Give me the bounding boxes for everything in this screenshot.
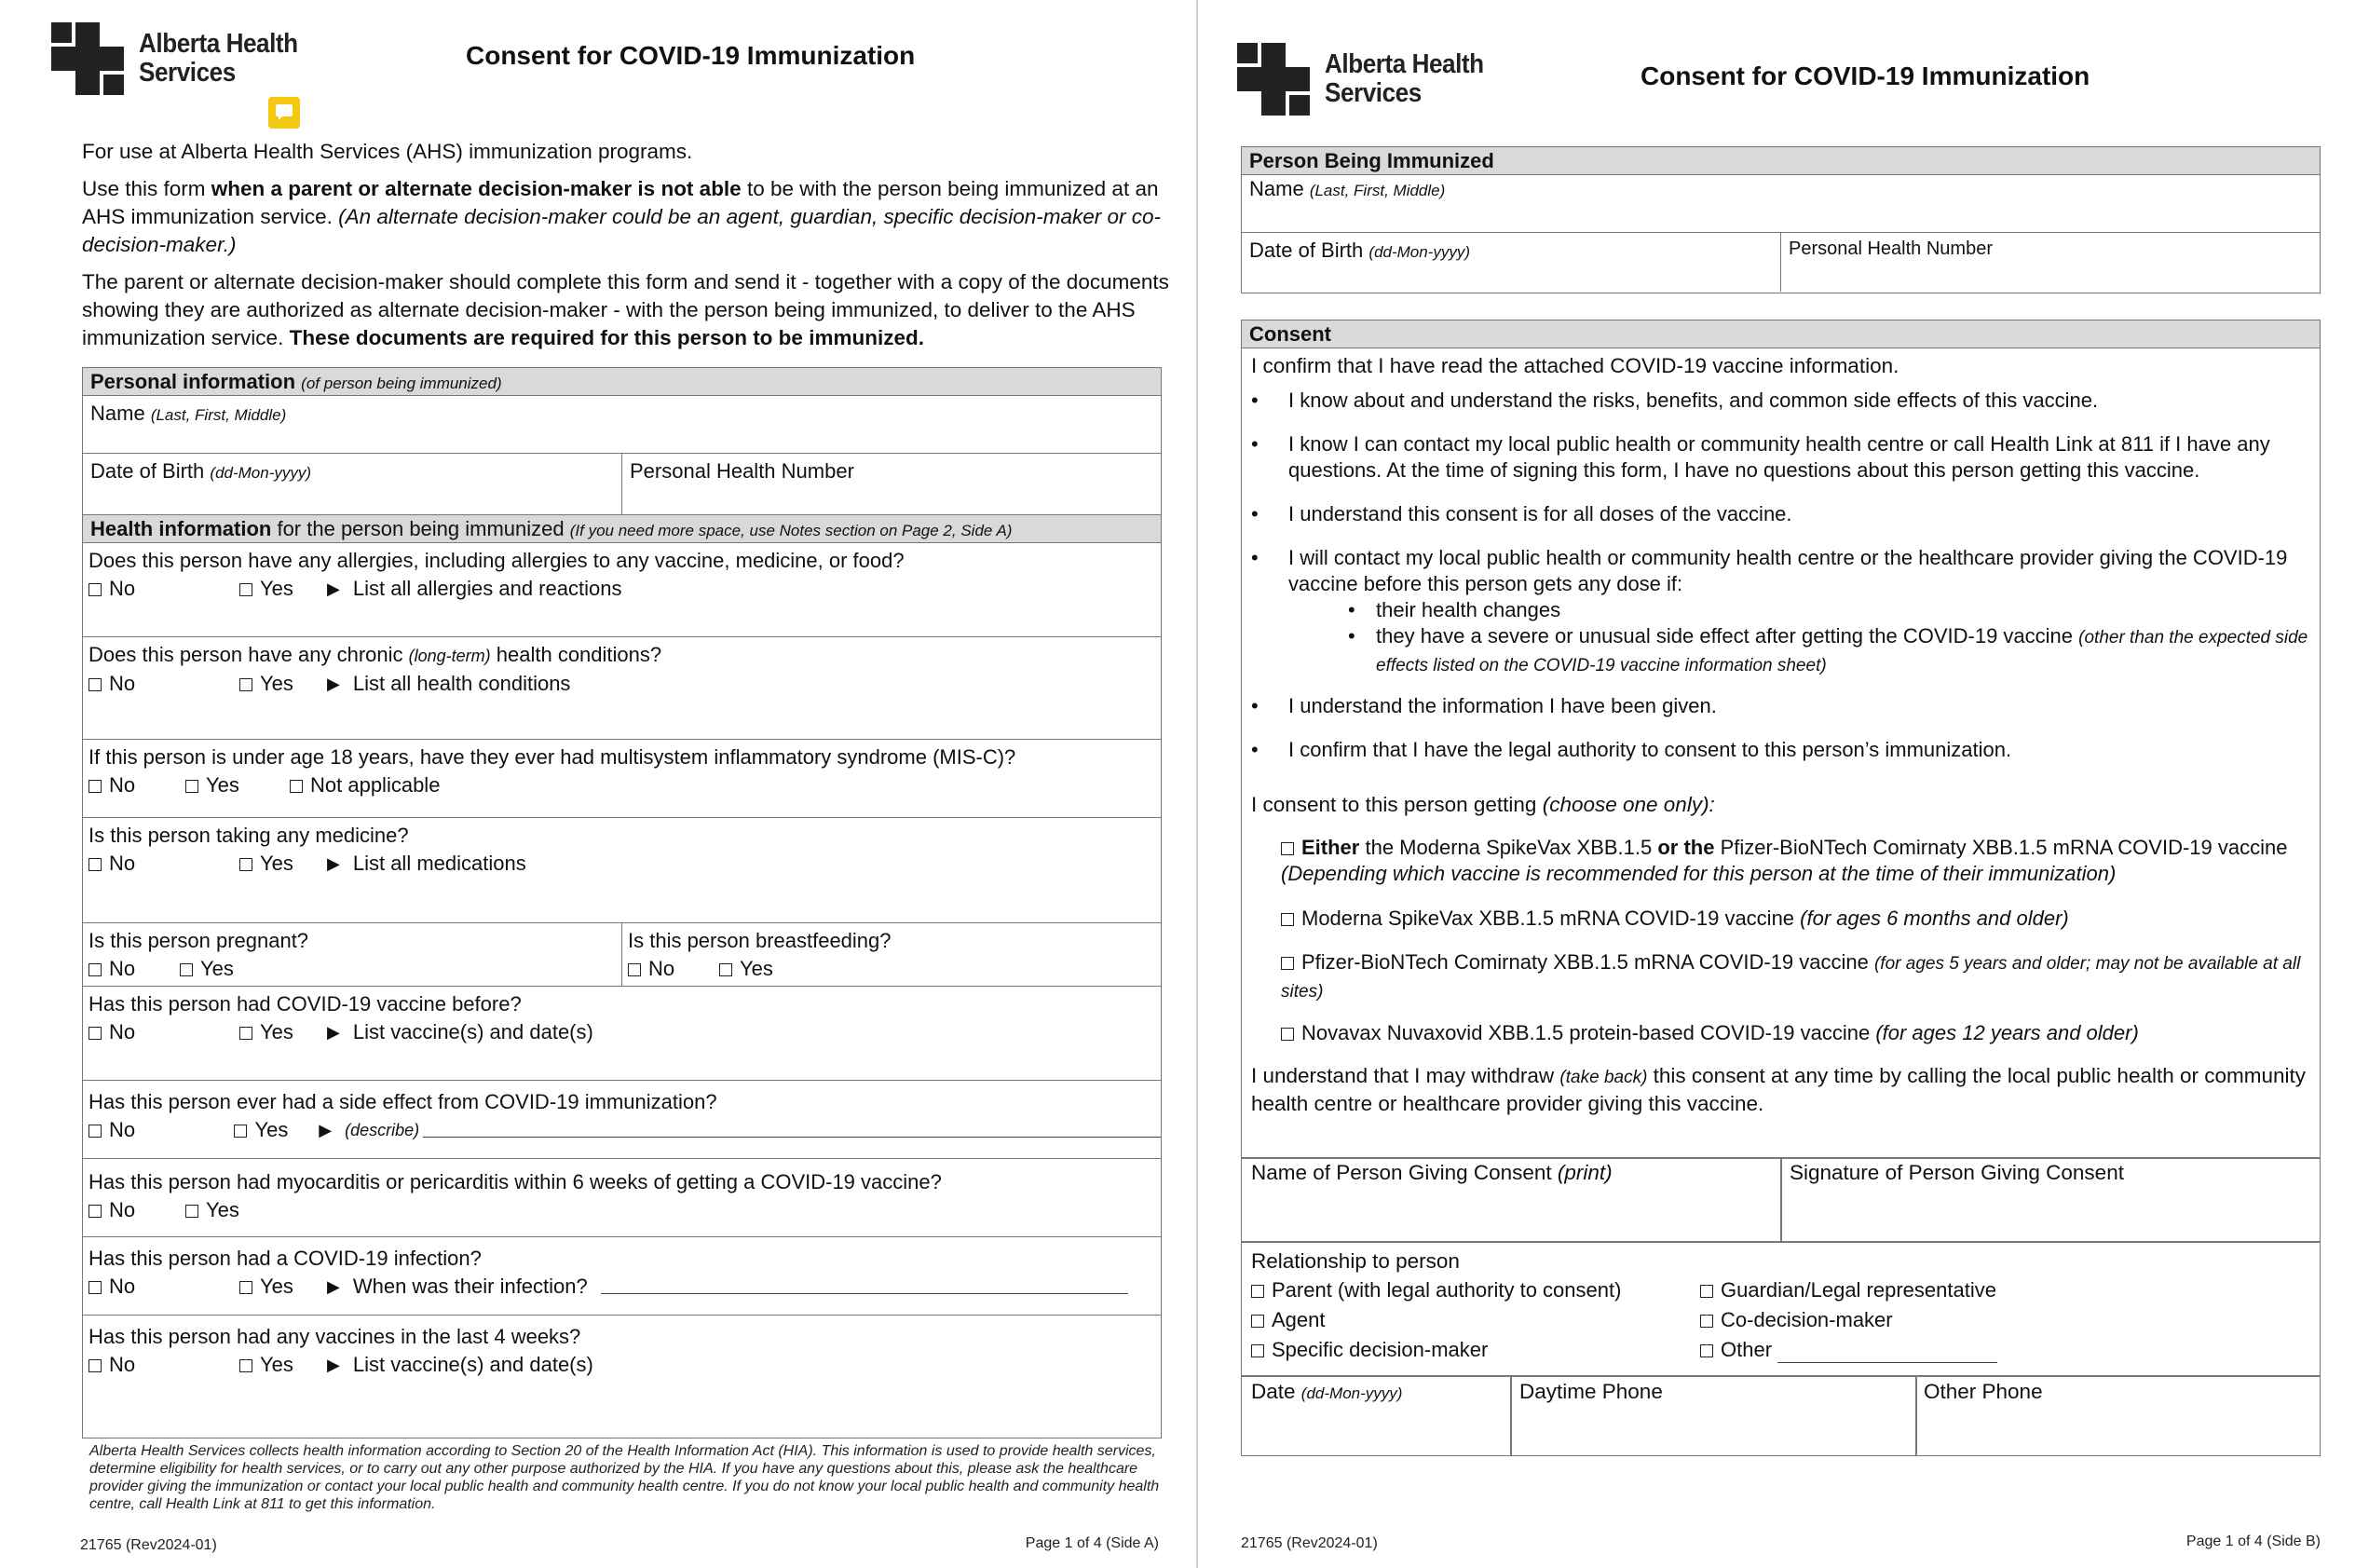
health-info-header: Health information for the person being immunized (If you need more space, use Notes section on Page 2, Side A) xyxy=(83,515,1161,543)
form-number: 21765 (Rev2024-01) xyxy=(1241,1535,1378,1551)
vaccine-option-pfizer[interactable]: Pfizer-BioNTech Comirnaty XBB.1.5 mRNA COVID-19 vaccine (for ages 5 years and older; may not be available at all sites) xyxy=(1281,950,2301,1002)
consent-bullet-6: • I confirm that I have the legal authority to consent to this person’s immunization. xyxy=(1251,738,2012,761)
question-recent-vaccines: Has this person had any vaccines in the last 4 weeks? No Yes ▶ List vaccine(s) and date(s) xyxy=(83,1316,1161,1429)
ahs-logo-text: Alberta Health Services xyxy=(1325,49,1484,108)
arrow-icon: ▶ xyxy=(327,579,340,598)
consent-confirm: I confirm that I have read the attached COVID-19 vaccine information. xyxy=(1251,354,1899,377)
relationship-label: Relationship to person xyxy=(1251,1249,1460,1273)
infection-date-line[interactable] xyxy=(601,1273,1128,1294)
form-title: Consent for COVID-19 Immunization xyxy=(466,41,916,70)
arrow-icon: ▶ xyxy=(327,1356,340,1374)
relationship-guardian-checkbox[interactable]: Guardian/Legal representative xyxy=(1700,1277,1996,1303)
personal-info-header: Personal information (of person being immunized) xyxy=(83,368,1161,396)
pregnant-no-checkbox[interactable]: No xyxy=(88,955,180,983)
myocarditis-yes-checkbox[interactable]: Yes xyxy=(185,1196,239,1224)
consent-bullet-1: • I know about and understand the risks, benefits, and common side effects of this vaccine. xyxy=(1251,389,2099,412)
relationship-codecision-checkbox[interactable]: Co-decision-maker xyxy=(1700,1307,1893,1333)
vaccine-option-either[interactable]: Either the Moderna SpikeVax XBB.1.5 or the Pfizer-BioNTech Comirnaty XBB.1.5 mRNA COVID-19 vaccine (Depending which vaccine is recommended for this person at the time of their immunization) xyxy=(1281,836,2288,885)
consent-choice-intro: I consent to this person getting (choose one only): xyxy=(1251,793,1715,816)
medicine-yes-checkbox[interactable]: Yes xyxy=(239,850,327,878)
chronic-no-checkbox[interactable]: No xyxy=(88,670,239,698)
chronic-yes-checkbox[interactable]: Yes xyxy=(239,670,327,698)
recent-vaccines-no-checkbox[interactable]: No xyxy=(88,1351,239,1379)
question-medicine: Is this person taking any medicine? No Yes ▶ List all medications xyxy=(83,818,1161,923)
question-side-effect: Has this person ever had a side effect from COVID-19 immunization? No Yes ▶ (describe) xyxy=(83,1081,1161,1159)
consent-subbullet-2: • they have a severe or unusual side effect after getting the COVID-19 vaccine (other than the expected side effects listed on the COVID-19 vaccine information sheet) xyxy=(1348,624,2308,675)
arrow-icon: ▶ xyxy=(327,854,340,873)
allergies-no-checkbox[interactable]: No xyxy=(88,575,239,603)
rule xyxy=(1510,1375,1512,1456)
relationship-other-line[interactable] xyxy=(1777,1342,1997,1363)
rule xyxy=(1241,1375,2321,1377)
prior-vaccine-yes-checkbox[interactable]: Yes xyxy=(239,1018,327,1046)
relationship-specific-checkbox[interactable]: Specific decision-maker xyxy=(1251,1337,1488,1363)
vaccine-option-moderna[interactable]: Moderna SpikeVax XBB.1.5 mRNA COVID-19 vaccine (for ages 6 months and older) xyxy=(1281,906,2315,932)
question-infection: Has this person had a COVID-19 infection? No Yes ▶ When was their infection? xyxy=(83,1237,1161,1316)
rule xyxy=(1915,1375,1917,1456)
arrow-icon: ▶ xyxy=(327,1023,340,1042)
form-number: 21765 (Rev2024-01) xyxy=(80,1537,217,1553)
ahs-logo xyxy=(1237,43,1502,116)
relationship-agent-checkbox[interactable]: Agent xyxy=(1251,1307,1326,1333)
dob-phn-row xyxy=(83,454,1161,515)
myocarditis-no-checkbox[interactable]: No xyxy=(88,1196,185,1224)
arrow-icon: ▶ xyxy=(327,1277,340,1296)
form-title: Consent for COVID-19 Immunization xyxy=(1641,61,2090,90)
phn-field[interactable]: Personal Health Number xyxy=(1780,233,2320,292)
ahs-logo-mark xyxy=(1237,43,1310,116)
name-field[interactable]: Name (Last, First, Middle) xyxy=(83,396,1161,454)
rule xyxy=(1241,1241,2321,1243)
dob-phn-row xyxy=(1242,233,2320,292)
other-phone-field[interactable]: Other Phone xyxy=(1924,1380,2043,1403)
signature-field[interactable]: Signature of Person Giving Consent xyxy=(1790,1161,2124,1184)
question-prior-vaccine: Has this person had COVID-19 vaccine before? No Yes ▶ List vaccine(s) and date(s) xyxy=(83,987,1161,1081)
page-number: Page 1 of 4 (Side A) xyxy=(1025,1535,1159,1551)
allergies-yes-checkbox[interactable]: Yes xyxy=(239,575,327,603)
dob-field[interactable]: Date of Birth (dd-Mon-yyyy) xyxy=(1249,239,1471,262)
withdraw-statement: I understand that I may withdraw (take back) this consent at any time by calling the local public health or community health centre or healthcare provider giving this vaccine. xyxy=(1251,1064,2307,1115)
intro-usage: For use at Alberta Health Services (AHS) immunization programs. xyxy=(82,140,693,163)
arrow-icon: ▶ xyxy=(327,675,340,693)
medicine-no-checkbox[interactable]: No xyxy=(88,850,239,878)
prior-vaccine-no-checkbox[interactable]: No xyxy=(88,1018,239,1046)
date-field[interactable]: Date (dd-Mon-yyyy) xyxy=(1251,1380,1403,1403)
recent-vaccines-yes-checkbox[interactable]: Yes xyxy=(239,1351,327,1379)
intro-when: Use this form when a parent or alternate decision-maker is not able to be with the person being immunized at an AHS immunization service. (An alternate decision-maker could be an agent, guardian, specific decision-maker or co-decision-maker.) xyxy=(82,177,1162,256)
question-chronic: Does this person have any chronic (long-term) health conditions? No Yes ▶ List all health conditions xyxy=(83,637,1161,740)
consent-bullet-3: • I understand this consent is for all doses of the vaccine. xyxy=(1251,502,1792,525)
daytime-phone-field[interactable]: Daytime Phone xyxy=(1519,1380,1663,1403)
side-effect-no-checkbox[interactable]: No xyxy=(88,1116,234,1144)
question-allergies: Does this person have any allergies, including allergies to any vaccine, medicine, or food? No Yes ▶ List all allergies and reactions xyxy=(83,543,1161,637)
ahs-logo-mark xyxy=(51,22,124,95)
misc-yes-checkbox[interactable]: Yes xyxy=(185,771,290,799)
ahs-logo xyxy=(51,22,316,95)
person-immunized-section xyxy=(1241,146,2321,293)
vaccine-option-novavax[interactable]: Novavax Nuvaxovid XBB.1.5 protein-based COVID-19 vaccine (for ages 12 years and older) xyxy=(1281,1020,2315,1046)
page-side-b xyxy=(1199,0,2369,1568)
infection-no-checkbox[interactable]: No xyxy=(88,1273,239,1301)
infection-yes-checkbox[interactable]: Yes xyxy=(239,1273,327,1301)
consent-header: Consent xyxy=(1242,320,2320,348)
question-myocarditis: Has this person had myocarditis or pericarditis within 6 weeks of getting a COVID-19 vaccine? No Yes xyxy=(83,1159,1161,1237)
ahs-logo-text: Alberta Health Services xyxy=(139,29,298,88)
consent-bullet-5: • I understand the information I have been given. xyxy=(1251,694,1717,717)
intro-documents: The parent or alternate decision-maker should complete this form and send it - together with a copy of the documents showing they are authorized as alternate decision-maker - with the person being immunized, to deliver to the AHS immunization service. These documents are required for this person to be immunized. xyxy=(82,270,1169,349)
breastfeeding-yes-checkbox[interactable]: Yes xyxy=(719,955,773,983)
page-number: Page 1 of 4 (Side B) xyxy=(2185,1534,2321,1549)
side-effect-yes-checkbox[interactable]: Yes xyxy=(234,1116,319,1144)
misc-no-checkbox[interactable]: No xyxy=(88,771,185,799)
comment-icon[interactable] xyxy=(268,97,300,129)
consent-bullet-4: • I will contact my local public health or community health centre or the healthcare provider giving the COVID-19 vaccine before this person gets any dose if: xyxy=(1251,546,2288,595)
consent-subbullet-1: • their health changes xyxy=(1348,598,1561,621)
name-field[interactable]: Name (Last, First, Middle) xyxy=(1242,175,2320,233)
arrow-icon: ▶ xyxy=(319,1121,333,1139)
name-giving-consent-field[interactable]: Name of Person Giving Consent (print) xyxy=(1251,1161,1613,1184)
side-effect-describe-line[interactable] xyxy=(423,1116,1161,1138)
health-form-side-a xyxy=(82,367,1162,1438)
page-divider xyxy=(1196,0,1198,1568)
phn-field[interactable]: Personal Health Number xyxy=(621,454,1161,514)
privacy-notice: Alberta Health Services collects health information according to Section 20 of the Health Information Act (HIA). This information is used to provide health services, determine eligibility for health services, or to carry out any other purpose authorized by the HIA. If you have any questions about this, please ask the healthcare provider giving the immunization or contact your local public health and community health centre. If you do not know your local public health and community health centre, call Health Link at 811 to get this information. xyxy=(89,1443,1160,1512)
question-pregnant-breastfeeding: Is this person pregnant? No Yes Is this person breastfeeding? No Yes xyxy=(83,923,1161,987)
rule xyxy=(1780,1157,1782,1241)
question-misc: If this person is under age 18 years, have they ever had multisystem inflammatory syndrome (MIS-C)? No Yes Not applicable xyxy=(83,740,1161,818)
relationship-parent-checkbox[interactable]: Parent (with legal authority to consent) xyxy=(1251,1277,1621,1303)
consent-bullet-2: • I know I can contact my local public health or community health centre or call Health Link at 811 if I have any questions. At the time of signing this form, I have no questions about this person getting this vaccine. xyxy=(1251,432,2270,482)
dob-field[interactable]: Date of Birth (dd-Mon-yyyy) xyxy=(90,459,312,483)
breastfeeding-no-checkbox[interactable]: No xyxy=(628,955,719,983)
misc-na-checkbox[interactable]: Not applicable xyxy=(290,771,440,799)
person-header: Person Being Immunized xyxy=(1242,147,2320,175)
pregnant-yes-checkbox[interactable]: Yes xyxy=(180,955,234,983)
relationship-other-checkbox[interactable]: Other xyxy=(1700,1337,1997,1363)
